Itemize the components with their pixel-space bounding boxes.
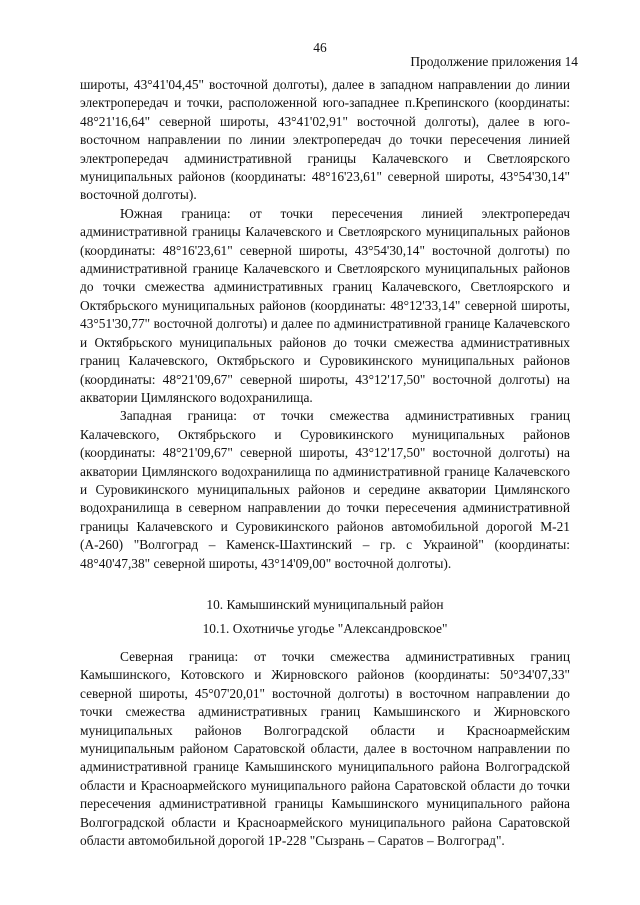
- paragraph-south-border: Южная граница: от точки пересечения линией электропередач административной границы Калачевского и Светлоярского муниципальных районов (координаты: 48°16'23,61" северной широты, 43°54'30,14" восточной долготы) по административной границе Калачевского и Светлоярского муниципальных районов до точки смежества административных границ Калачевского, Светлоярского и Октябрьского муниципальных районов (координаты: 48°12'33,14" северной широты, 43°51'30,77" восточной долготы) и далее по административной границе Калачевского и Октябрьского муниципальных районов до точки смежества административных границ Калачевского, Октябрьского и Суровикинского муниципальных районов (координаты: 48°21'09,67" северной широты, 43°12'17,50" восточной долготы) на акватории Цимлянского водохранилища.: [80, 205, 570, 405]
- section-heading: 10. Камышинский муниципальный район: [206, 597, 444, 612]
- continuation-note: Продолжение приложения 14: [410, 54, 578, 69]
- paragraph-west-border: Западная граница: от точки смежества административных границ Калачевского, Октябрьского и Суровикинского муниципальных районов (координаты: 48°21'09,67" северной широты, 43°12'17,50" восточной долготы) на акватории Цимлянского водохранилища по административной границе Калачевского и Суровикинского муниципальных районов и середине акватории Цимлянского водохранилища в северном направлении до точки пересечения административной границы Калачевского и Суровикинского районов автомобильной дорогой М-21 (А-260) "Волгоград – Каменск-Шахтинский – гр. с Украиной" (координаты: 48°40'47,38" северной широты, 43°14'09,00" восточной долготы).: [80, 408, 570, 571]
- paragraph-continued: широты, 43°41'04,45" восточной долготы), далее в западном направлении до линии электропередач и точки, расположенной юго-западнее п.Крепинского (координаты: 48°21'16,64" северной широты, 43°41'02,91" восточной долготы), далее в юго-восточном направлении по линии электропередач до точки пересечения линией электропередач административной границы Калачевского и Светлоярского муниципальных районов (координаты: 48°16'23,61" северной широты, 43°54'30,14" восточной долготы).: [80, 77, 570, 203]
- page-number: 46: [313, 40, 327, 55]
- text-block-bottom: [80, 648, 570, 850]
- subsection-heading: 10.1. Охотничье угодье "Александровское": [202, 621, 448, 636]
- paragraph-north-border: Северная граница: от точки смежества административных границ Камышинского, Котовского и Жирновского районов (координаты: 50°34'07,33" северной широты, 45°07'20,01" восточной долготы) в восточном направлении до точки смежества административных границ Камышинского и Жирновского муниципальных районов Волгоградской области и Красноармейским муниципальным районом Саратовской области, далее в восточном направлении по административной границе Камышинского муниципального района Волгоградской области и Красноармейского муниципального района Саратовской области до точки пересечения административной границы Камышинского муниципального района Волгоградской области и Красноармейского муниципального района Саратовской области автомобильной дорогой 1Р-228 "Сызрань – Саратов – Волгоград".: [80, 649, 570, 849]
- text-block-top: [80, 76, 570, 573]
